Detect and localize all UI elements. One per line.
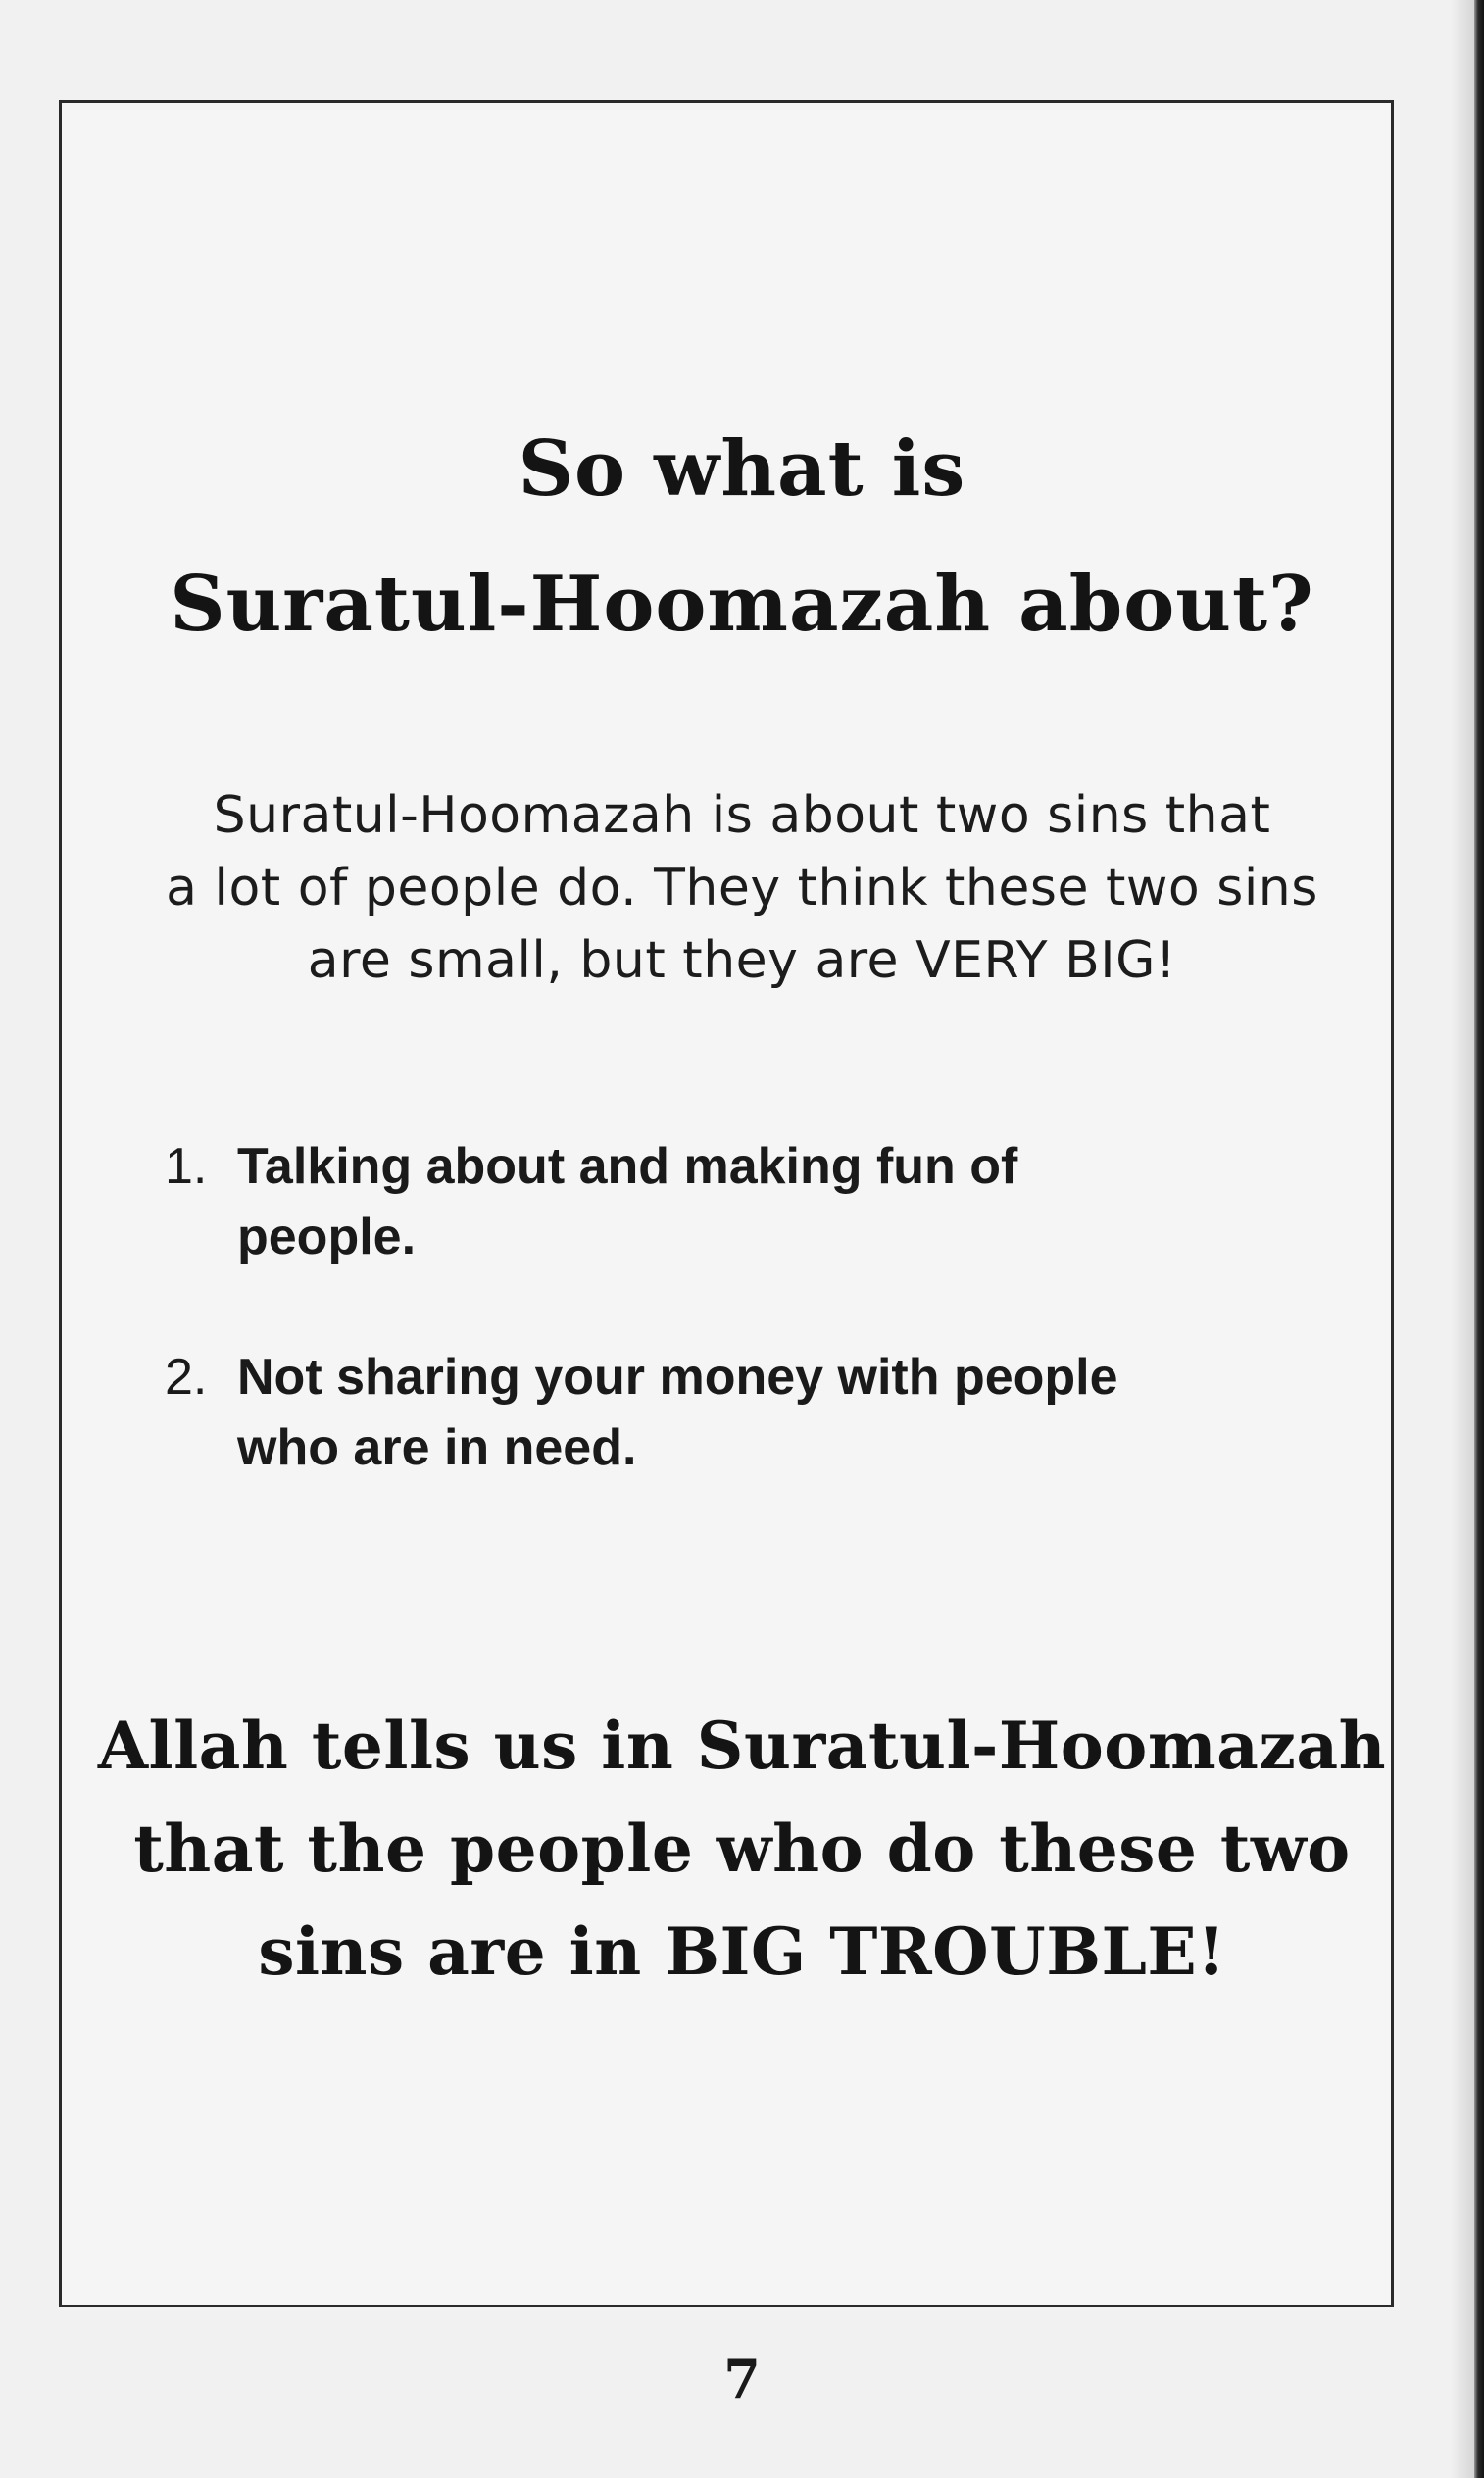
closing-line-1: Allah tells us in Suratul-Hoomazah xyxy=(97,1708,1387,1784)
intro-line-3: are small, but they are VERY BIG! xyxy=(307,931,1177,990)
page-number: 7 xyxy=(723,2348,761,2410)
sin-text-2-line-1: Not sharing your money with people xyxy=(237,1349,1118,1406)
sin-text-1-line-2: people. xyxy=(237,1209,417,1265)
sin-text-1-line-1: Talking about and making fun of xyxy=(237,1138,1018,1195)
heading-line-2: Suratul-Hoomazah about? xyxy=(170,560,1314,649)
sin-text-2-line-2: who are in need. xyxy=(237,1419,637,1476)
closing-line-2: that the people who do these two xyxy=(133,1810,1351,1887)
sin-number-1: 1. xyxy=(165,1138,208,1195)
intro-line-2: a lot of people do. They think these two sins xyxy=(166,859,1318,917)
sin-number-2: 2. xyxy=(165,1349,208,1406)
book-spine xyxy=(1474,0,1484,2478)
page-shadow xyxy=(1451,0,1474,2478)
heading-line-1: So what is xyxy=(518,424,966,514)
closing-line-3: sins are in BIG TROUBLE! xyxy=(258,1913,1226,1990)
intro-line-1: Suratul-Hoomazah is about two sins that xyxy=(213,786,1271,845)
